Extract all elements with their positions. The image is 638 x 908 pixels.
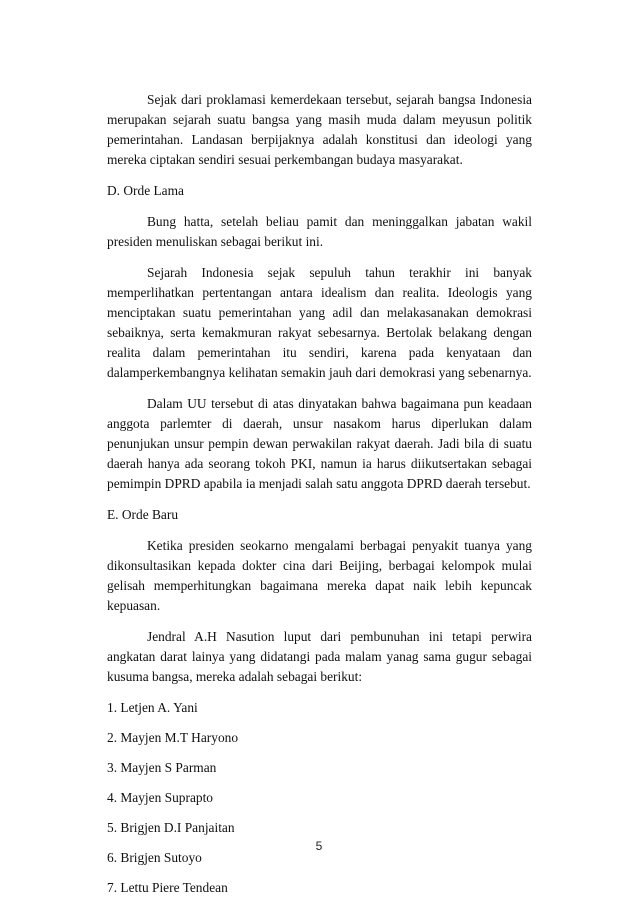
list-item: 6. Brigjen Sutoyo <box>107 850 202 865</box>
paragraph: Dalam UU tersebut di atas dinyatakan bahwa bagaimana pun keadaan anggota parlemter di daerah, unsur nasakom harus diperlukan dalam penunjukan unsur pempin dewan perwakilan rakyat daerah. Jadi bila di suatu daerah hanya ada seorang tokoh PKI, namun ia harus diikutsertakan sebagai pemimpin DPRD apabila ia menjadi salah satu anggota DPRD daerah tersebut. <box>107 396 532 491</box>
section-heading-orde-baru: E. Orde Baru <box>107 507 179 522</box>
paragraph: Sejak dari proklamasi kemerdekaan tersebut, sejarah bangsa Indonesia merupakan sejarah suatu bangsa yang masih muda dalam meyusun politik pemerintahan. Landasan berpijaknya adalah konstitusi dan ideologi yang mereka ciptakan sendiri sesuai perkembangan budaya masyarakat. <box>107 92 532 167</box>
page-body <box>107 90 532 908</box>
list-item: 1. Letjen A. Yani <box>107 700 198 715</box>
list-item: 2. Mayjen M.T Haryono <box>107 730 239 745</box>
list-item: 5. Brigjen D.I Panjaitan <box>107 820 235 835</box>
paragraph: Ketika presiden seokarno mengalami berbagai penyakit tuanya yang dikonsultasikan kepada dokter cina dari Beijing, berbagai kelompok mulai gelisah memperhitungkan bagaimana mereka dapat naik lebih kepuncak kepuasan. <box>107 538 532 613</box>
paragraph: Sejarah Indonesia sejak sepuluh tahun terakhir ini banyak memperlihatkan pertentangan antara idealism dan realita. Ideologis yang menciptakan suatu pemerintahan yang adil dan melakasanakan demokrasi sebaiknya, serta kemakmuran rakyat sebesarnya. Bertolak belakang dengan realita dalam pemerintahan itu sendiri, karena pada kenyataan dan dalamperkembangnya kelihatan semakin jauh dari demokrasi yang sebenarnya. <box>107 265 532 380</box>
officer-list <box>107 698 532 898</box>
page-number: 5 <box>315 839 323 853</box>
paragraph: Jendral A.H Nasution luput dari pembunuhan ini tetapi perwira angkatan darat lainya yang didatangi pada malam yanag sama gugur sebagai kusuma bangsa, mereka adalah sebagai berikut: <box>107 629 532 684</box>
list-item: 4. Mayjen Suprapto <box>107 790 213 805</box>
list-item: 7. Lettu Piere Tendean <box>107 880 228 895</box>
section-heading-orde-lama: D. Orde Lama <box>107 183 184 198</box>
paragraph: Bung hatta, setelah beliau pamit dan meninggalkan jabatan wakil presiden menuliskan sebagai berikut ini. <box>107 214 532 249</box>
list-item: 3. Mayjen S Parman <box>107 760 217 775</box>
